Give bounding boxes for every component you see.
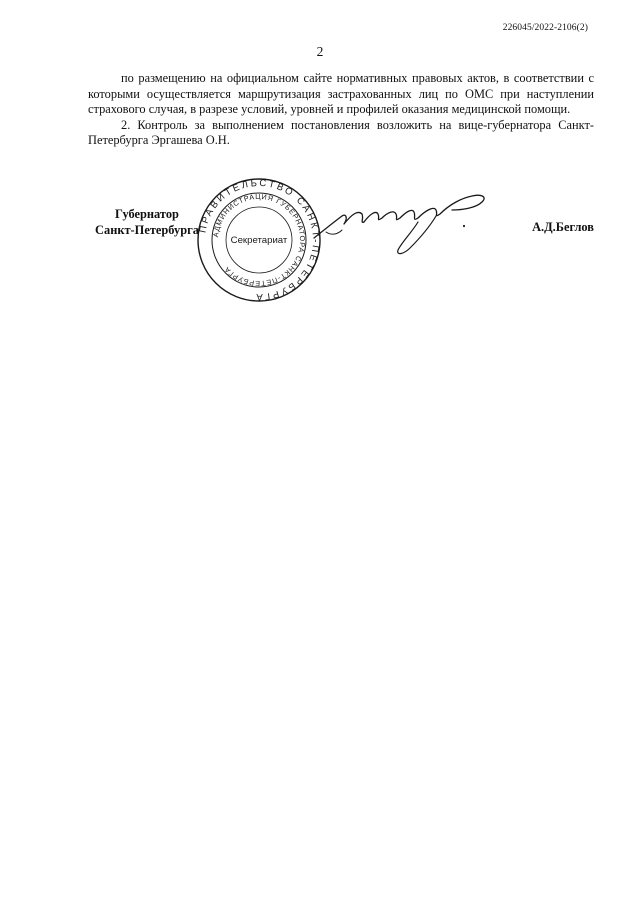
signer-title-line-2: Санкт-Петербурга [95,222,199,237]
page-number: 2 [316,44,324,59]
seal-outer-text: ПРАВИТЕЛЬСТВО САНКТ-ПЕТЕРБУРГА [197,177,322,303]
signer-name: А.Д.Беглов [532,220,594,234]
seal-inner-text: АДМИНИСТРАЦИЯ ГУБЕРНАТОРА САНКТ-ПЕТЕРБУРГА [211,191,308,289]
paragraph-2: 2. Контроль за выполнением постановления возложить на вице-губернатора Санкт-Петербурга Эргашева О.Н. [88,117,594,148]
signer-title [88,207,206,238]
document-body [88,71,594,149]
seal-center-text: Секретариат [230,235,288,246]
official-seal [196,177,322,303]
paragraph-1: по размещению на официальном сайте нормативных правовых актов, в соответствии с которыми осуществляется маршрутизация застрахованных лиц по ОМС при наступлении страхового случая, в разрезе условий, уровней и профилей оказания медицинской помощи. [88,71,594,117]
handwritten-signature [312,180,498,260]
document-id: 226045/2022-2106(2) [502,23,588,33]
signer-title-line-1: Губернатор [115,207,179,221]
